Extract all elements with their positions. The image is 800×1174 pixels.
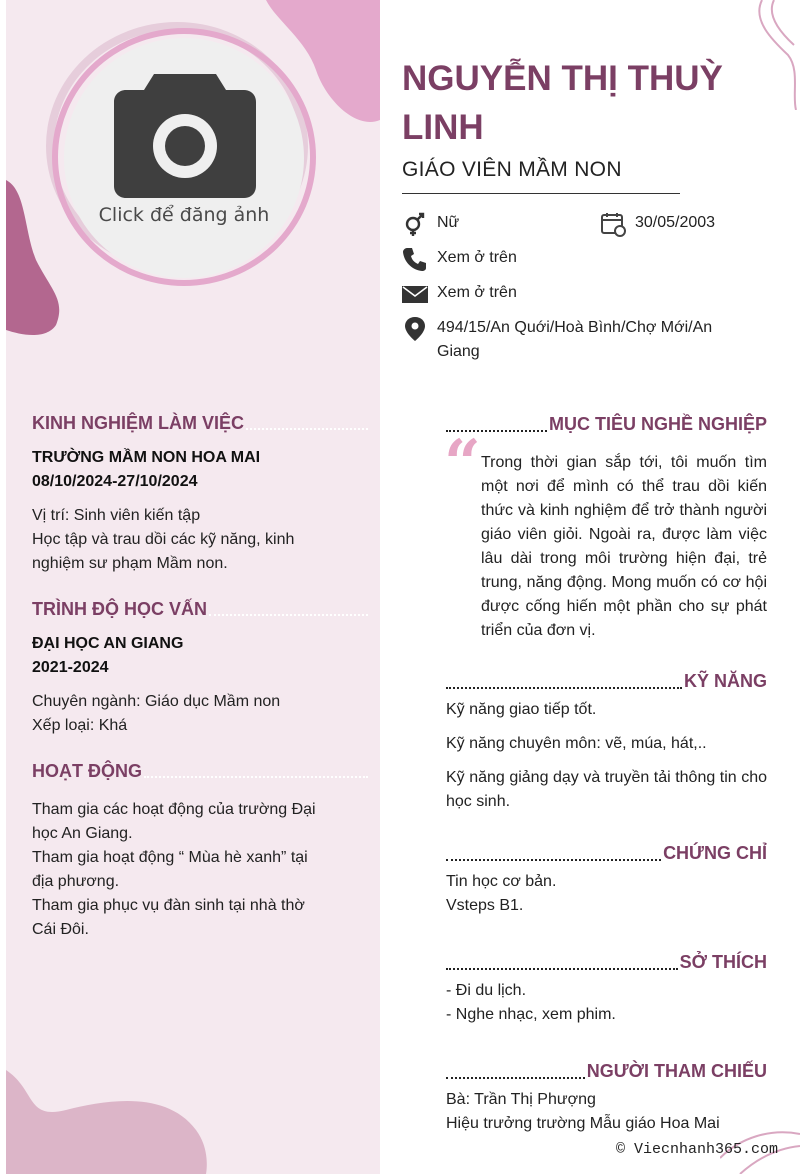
reference-role: Hiệu trưởng trường Mẫu giáo Hoa Mai bbox=[446, 1115, 720, 1132]
experience-title bbox=[32, 410, 368, 434]
job-title-underline bbox=[402, 193, 680, 194]
education-major: Chuyên ngành: Giáo dục Mầm non bbox=[32, 693, 281, 710]
education-school: ĐẠI HỌC AN GIANG bbox=[32, 635, 184, 652]
objective-title bbox=[446, 411, 767, 435]
camera-icon bbox=[114, 74, 256, 198]
gender-row bbox=[402, 211, 459, 237]
certificates-title-text: CHỨNG CHỈ bbox=[663, 843, 767, 863]
skills-title-text: KỸ NĂNG bbox=[683, 671, 767, 691]
objective-section bbox=[446, 411, 767, 435]
mail-icon bbox=[402, 281, 428, 307]
skill-item: Kỹ năng giao tiếp tốt. bbox=[446, 701, 597, 718]
gender-value: Nữ bbox=[437, 214, 460, 231]
decor-blob-bottom bbox=[6, 1070, 380, 1174]
hobby-item: - Đi du lịch. bbox=[446, 982, 527, 999]
experience-description: Học tập và trau dồi các kỹ năng, kinh nghiệm sư phạm Mầm non. bbox=[32, 531, 295, 572]
phone-value: Xem ở trên bbox=[437, 249, 517, 266]
experience-section bbox=[32, 410, 368, 576]
decor-blob-left bbox=[6, 180, 66, 340]
email-row bbox=[402, 281, 517, 307]
education-section bbox=[32, 596, 368, 738]
certificates-section bbox=[446, 840, 767, 918]
activities-title bbox=[32, 758, 368, 782]
certificate-item: Tin học cơ bản. bbox=[446, 873, 557, 890]
calendar-icon bbox=[600, 211, 626, 237]
birthdate-row bbox=[600, 211, 715, 237]
photo-upload[interactable] bbox=[64, 38, 304, 278]
email-value: Xem ở trên bbox=[437, 284, 517, 301]
left-column bbox=[6, 0, 380, 1174]
skills-title bbox=[446, 668, 767, 692]
experience-position: Vị trí: Sinh viên kiến tập bbox=[32, 507, 201, 524]
phone-row bbox=[402, 246, 517, 272]
address-value: 494/15/An Quới/Hoà Bình/Chợ Mới/An Giang bbox=[437, 319, 713, 360]
location-icon bbox=[402, 316, 428, 342]
hobbies-title bbox=[446, 949, 767, 973]
hobby-item: - Nghe nhạc, xem phim. bbox=[446, 1006, 616, 1023]
references-title bbox=[446, 1058, 767, 1082]
certificate-item: Vsteps B1. bbox=[446, 897, 524, 914]
activity-item: Tham gia phục vụ đàn sinh tại nhà thờ Cái Đôi. bbox=[32, 897, 305, 938]
certificates-title bbox=[446, 840, 767, 864]
address-row bbox=[402, 316, 742, 364]
phone-icon bbox=[402, 246, 428, 272]
hobbies-section bbox=[446, 949, 767, 1027]
objective-text: Trong thời gian sắp tới, tôi muốn tìm một nơi để mình có thể trau dồi kiến thức và kinh nghiệm để trở thành người giáo viên giỏi. Ngoài ra, được làm việc lâu dài trong môi trường hiện đại, trẻ trung, năng động. Mong muốn có cơ hội được cống hiến một phần cho sự phát triển của đơn vị. bbox=[481, 454, 767, 639]
skill-item: Kỹ năng giảng dạy và truyền tải thông tin cho học sinh. bbox=[446, 769, 767, 810]
skill-item: Kỹ năng chuyên môn: vẽ, múa, hát,.. bbox=[446, 735, 707, 752]
job-title: GIÁO VIÊN MẦM NON bbox=[402, 158, 622, 181]
experience-title-text: KINH NGHIỆM LÀM VIỆC bbox=[32, 413, 245, 433]
quote-icon: “ bbox=[444, 426, 481, 501]
education-period: 2021-2024 bbox=[32, 659, 109, 676]
experience-period: 08/10/2024-27/10/2024 bbox=[32, 473, 198, 490]
education-title bbox=[32, 596, 368, 620]
activity-item: Tham gia hoạt động “ Mùa hè xanh” tại địa phương. bbox=[32, 849, 308, 890]
birthdate-value: 30/05/2003 bbox=[635, 214, 716, 231]
reference-name: Bà: Trần Thị Phượng bbox=[446, 1091, 596, 1108]
activities-title-text: HOẠT ĐỘNG bbox=[32, 761, 142, 781]
education-title-text: TRÌNH ĐỘ HỌC VẤN bbox=[32, 599, 207, 619]
activities-section bbox=[32, 758, 368, 942]
skills-section bbox=[446, 668, 767, 814]
activity-item: Tham gia các hoạt động của trường Đại học An Giang. bbox=[32, 801, 316, 842]
candidate-name: NGUYỄN THỊ THUỲ LINH bbox=[402, 59, 723, 147]
experience-org: TRƯỜNG MẦM NON HOA MAI bbox=[32, 449, 261, 466]
references-section bbox=[446, 1058, 767, 1136]
education-grade: Xếp loại: Khá bbox=[32, 717, 128, 734]
photo-caption: Click để đăng ảnh bbox=[98, 204, 270, 226]
copyright-footer: © Viecnhanh365.com bbox=[615, 1141, 778, 1158]
references-title-text: NGƯỜI THAM CHIẾU bbox=[586, 1061, 767, 1081]
gender-icon bbox=[402, 211, 428, 237]
objective-title-text: MỤC TIÊU NGHỀ NGHIỆP bbox=[548, 414, 767, 434]
hobbies-title-text: SỞ THÍCH bbox=[679, 952, 767, 972]
